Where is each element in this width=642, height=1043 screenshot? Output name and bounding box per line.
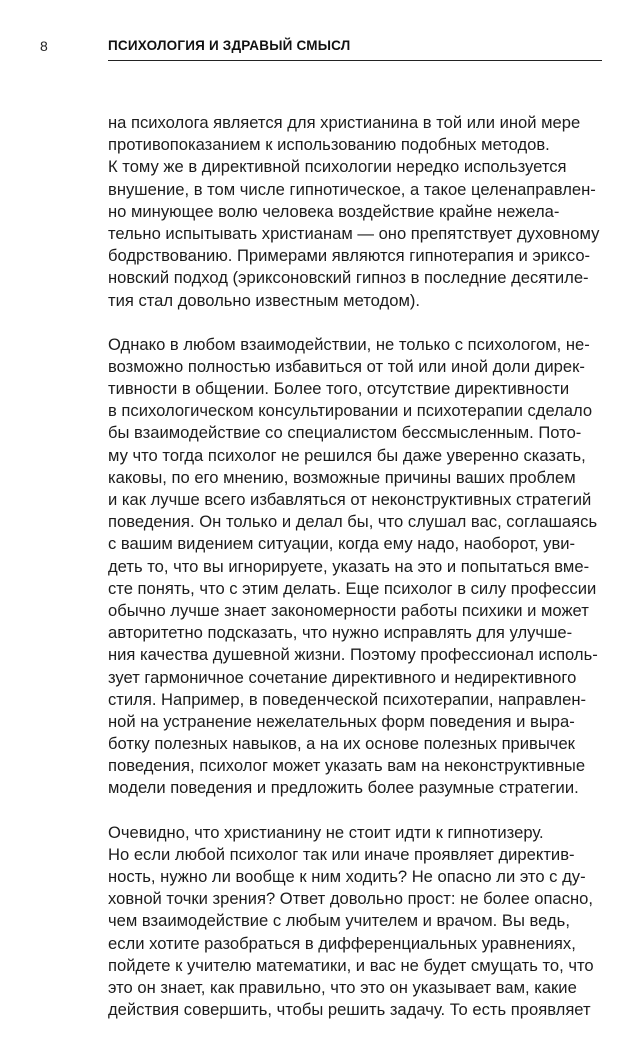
text-line: в психологическом консультировании и психотерапии сделало — [108, 401, 593, 421]
text-line: модели поведения и предложить более разумные стратегии. — [108, 778, 579, 798]
text-line: сте понять, что с этим делать. Еще психолог в силу профессии — [108, 578, 597, 598]
text-line: стиля. Например, в поведенческой психотерапии, направлен- — [108, 689, 587, 709]
paragraph-3 — [108, 822, 628, 1022]
text-line: ботку полезных навыков, а на их основе полезных привычек — [108, 734, 575, 754]
text-line: чем взаимодействие с любым учителем и врачом. Вы ведь, — [108, 911, 570, 931]
text-line: Однако в любом взаимодействии, не только с психологом, не- — [108, 334, 590, 354]
running-head-title: ПСИХОЛОГИЯ И ЗДРАВЫЙ СМЫСЛ — [108, 38, 351, 53]
text-line: новский подход (эриксоновский гипноз в последние десятиле- — [108, 268, 589, 288]
text-line: тивности в общении. Более того, отсутствие директивности — [108, 379, 570, 399]
text-line: ховной точки зрения? Ответ довольно прост: не более опасно, — [108, 889, 593, 909]
paragraph-1 — [108, 112, 628, 312]
text-line: на психолога является для христианина в той или иной мере — [108, 113, 581, 132]
text-line: возможно полностью избавиться от той или иной доли дирек- — [108, 356, 585, 376]
text-line: Очевидно, что христианину не стоит идти к гипнотизеру. — [108, 822, 544, 842]
paragraph-2 — [108, 334, 628, 800]
text-line: К тому же в директивной психологии нередко используется — [108, 157, 567, 177]
header-rule — [108, 60, 602, 61]
page-number: 8 — [40, 38, 48, 54]
text-line: обычно лучше знает закономерности работы психики и может — [108, 600, 589, 620]
body-text — [108, 112, 628, 1043]
text-line: каковы, по его мнению, возможные причины ваших проблем — [108, 467, 576, 487]
text-line: бы взаимодействие со специалистом бессмысленным. Пото- — [108, 423, 582, 443]
text-line: Но если любой психолог так или иначе проявляет директив- — [108, 844, 575, 864]
text-line: бодрствованию. Примерами являются гипнотерапия и эриксо- — [108, 246, 591, 266]
text-line: пойдете к учителю математики, и вас не будет смущать то, что — [108, 955, 594, 975]
text-line: му что тогда психолог не решился бы даже уверенно сказать, — [108, 445, 586, 465]
text-line: зует гармоничное сочетание директивного и недирективного — [108, 667, 577, 687]
text-line: но минующее волю человека воздействие крайне нежела- — [108, 201, 560, 221]
text-line: тельно испытывать христианам — оно препятствует духовному — [108, 223, 600, 243]
text-line: ной на устранение нежелательных форм поведения и выра- — [108, 711, 575, 731]
text-line: это он знает, как правильно, что это он указывает вам, какие — [108, 977, 577, 997]
text-line: поведения, психолог может указать вам на неконструктивные — [108, 756, 586, 776]
text-line: действия совершить, чтобы решить задачу. То есть проявляет — [108, 1000, 591, 1020]
text-line: ность, нужно ли вообще к ним ходить? Не опасно ли это с ду- — [108, 867, 586, 886]
text-line: и как лучше всего избавляться от неконструктивных стратегий — [108, 490, 592, 509]
text-line: противопоказанием к использованию подобных методов. — [108, 135, 550, 155]
text-line: поведения. Он только и делал бы, что слушал вас, соглашаясь — [108, 512, 598, 532]
text-line: с вашим видением ситуации, когда ему надо, наоборот, уви- — [108, 534, 576, 554]
text-line: внушение, в том числе гипнотическое, а такое целенаправлен- — [108, 179, 596, 199]
text-line: тия стал довольно известным методом). — [108, 290, 420, 310]
text-line: ния качества душевной жизни. Поэтому профессионал исполь- — [108, 645, 598, 665]
text-line: авторитетно подсказать, что нужно исправлять для улучше- — [108, 623, 573, 643]
text-line: если хотите разобраться в дифференциальных уравнениях, — [108, 933, 576, 953]
text-line: деть то, что вы игнорируете, указать на это и попытаться вме- — [108, 556, 590, 576]
